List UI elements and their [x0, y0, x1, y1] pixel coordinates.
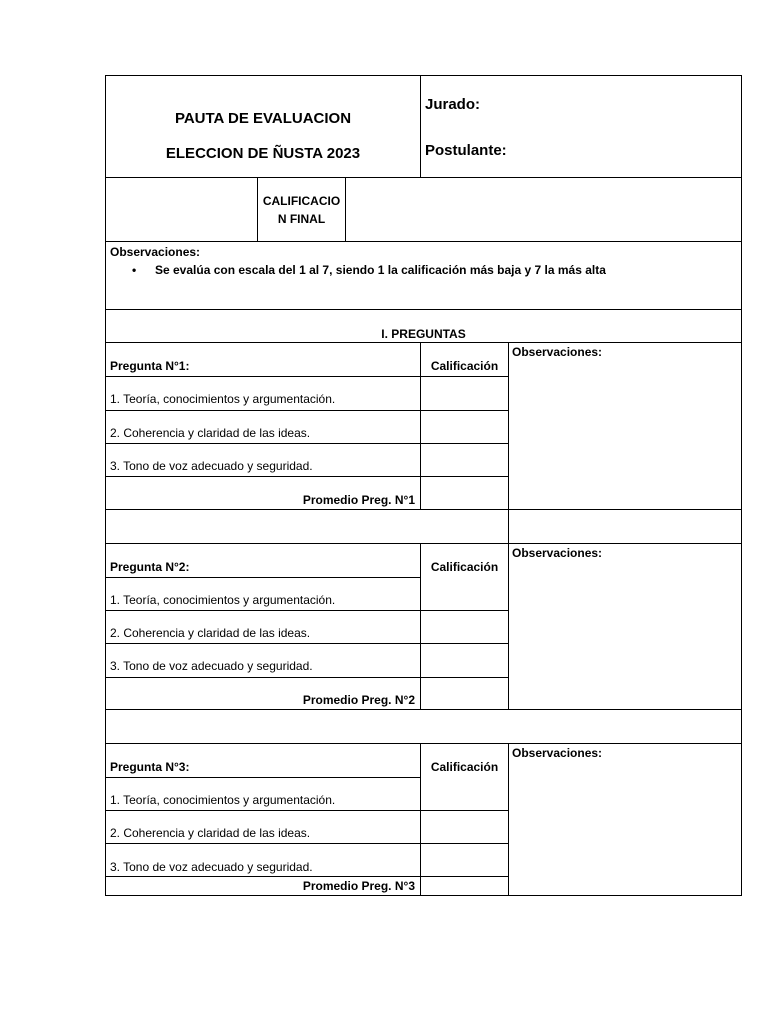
grade-cell[interactable] — [421, 844, 508, 876]
grade-cell[interactable] — [421, 411, 508, 443]
grade-cell[interactable] — [421, 778, 508, 810]
criterion-voice: 3. Tono de voz adecuado y seguridad. — [110, 659, 313, 673]
average-label: Promedio Preg. N°2 — [302, 693, 415, 707]
question-observations-header: Observaciones: — [512, 746, 603, 760]
question-title: Pregunta N°1: — [110, 359, 190, 373]
table-border — [105, 509, 742, 510]
criterion-coherence: 2. Coherencia y claridad de las ideas. — [110, 426, 311, 440]
grade-cell[interactable] — [421, 811, 508, 843]
form-subtitle: ELECCION DE ÑUSTA 2023 — [165, 145, 361, 162]
criterion-theory: 1. Teoría, conocimientos y argumentación. — [110, 392, 336, 406]
section-title: I. PREGUNTAS — [381, 327, 466, 341]
average-cell[interactable] — [421, 877, 508, 895]
observations-title: Observaciones: — [110, 245, 201, 259]
jurado-field[interactable] — [421, 92, 741, 132]
postulante-label: Postulante: — [425, 142, 507, 159]
grade-header: Calificación — [430, 760, 499, 774]
observations-field[interactable] — [509, 563, 741, 709]
grade-header: Calificación — [430, 560, 499, 574]
scale-note: Se evalúa con escala del 1 al 7, siendo 1 la calificación más baja y 7 la más alta — [155, 263, 606, 277]
question-title: Pregunta N°2: — [110, 560, 190, 574]
table-border — [741, 75, 742, 896]
jurado-label: Jurado: — [425, 96, 481, 113]
table-border — [105, 895, 742, 896]
criterion-coherence: 2. Coherencia y claridad de las ideas. — [110, 626, 311, 640]
table-border — [105, 75, 106, 896]
final-grade-field[interactable] — [346, 178, 741, 241]
bullet-dot: • — [132, 263, 137, 277]
grade-cell[interactable] — [421, 578, 508, 610]
criterion-voice: 3. Tono de voz adecuado y seguridad. — [110, 860, 313, 874]
table-border — [105, 241, 742, 242]
form-title: PAUTA DE EVALUACION — [174, 110, 352, 127]
final-grade-label-cont: N FINAL — [277, 212, 326, 226]
grade-cell[interactable] — [421, 611, 508, 643]
table-border — [105, 75, 742, 76]
criterion-theory: 1. Teoría, conocimientos y argumentación. — [110, 793, 336, 807]
criterion-coherence: 2. Coherencia y claridad de las ideas. — [110, 826, 311, 840]
question-title: Pregunta N°3: — [110, 760, 190, 774]
average-cell[interactable] — [421, 678, 508, 709]
table-border — [105, 709, 742, 710]
table-border — [105, 577, 421, 578]
table-border — [105, 543, 742, 544]
grade-cell[interactable] — [421, 444, 508, 476]
table-border — [105, 309, 742, 310]
average-label: Promedio Preg. N°3 — [302, 879, 415, 893]
table-border — [105, 743, 742, 744]
table-border — [105, 777, 421, 778]
criterion-theory: 1. Teoría, conocimientos y argumentación. — [110, 593, 336, 607]
grade-cell[interactable] — [421, 377, 508, 410]
observations-field[interactable] — [509, 362, 741, 509]
table-border — [508, 509, 509, 544]
grade-cell[interactable] — [421, 644, 508, 677]
question-observations-header: Observaciones: — [512, 345, 603, 359]
grade-header: Calificación — [430, 359, 499, 373]
question-observations-header: Observaciones: — [512, 546, 603, 560]
table-border — [257, 177, 258, 242]
criterion-voice: 3. Tono de voz adecuado y seguridad. — [110, 459, 313, 473]
final-grade-label: CALIFICACIO — [262, 194, 341, 208]
observations-field[interactable] — [509, 763, 741, 895]
average-cell[interactable] — [421, 477, 508, 509]
table-border — [105, 342, 742, 343]
postulante-field[interactable] — [421, 137, 741, 177]
average-label: Promedio Preg. N°1 — [302, 493, 415, 507]
